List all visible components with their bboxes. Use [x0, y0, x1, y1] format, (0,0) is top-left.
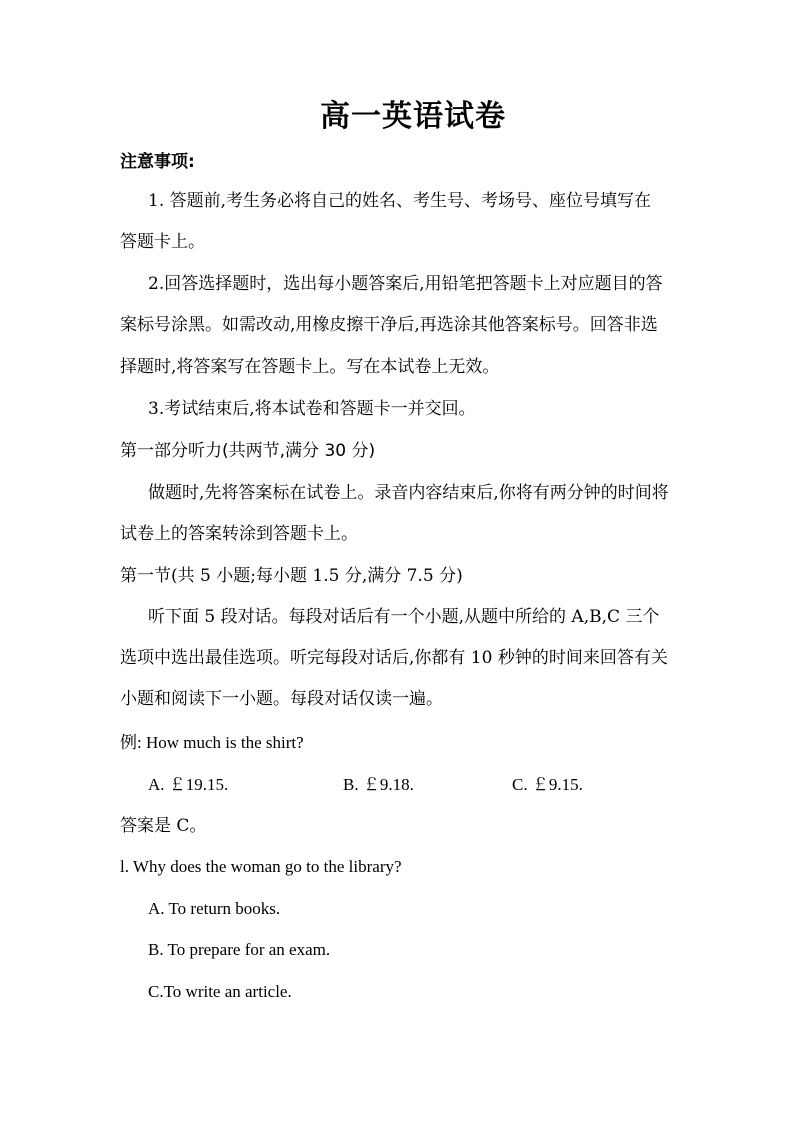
- notice-3: 3.考试结束后,将本试卷和答题卡一并交回。: [148, 399, 476, 419]
- question-1: l. Why does the woman go to the library?: [120, 857, 402, 876]
- example-question: 例: How much is the shirt?: [120, 733, 304, 752]
- example-option-c: C. ￡9.15.: [512, 775, 583, 794]
- notice-heading: 注意事项:: [120, 152, 195, 172]
- section1-instruction-line2: 选项中选出最佳选项。听完每段对话后,你都有 10 秒钟的时间来回答有关: [120, 648, 668, 668]
- notice-2-line3: 择题时,将答案写在答题卡上。写在本试卷上无效。: [120, 357, 500, 377]
- example-option-a: A. ￡19.15.: [148, 775, 229, 794]
- question-1-option-b: B. To prepare for an exam.: [148, 940, 331, 959]
- example-option-b: B. ￡9.18.: [343, 775, 414, 794]
- section1-instruction-line3: 小题和阅读下一小题。每段对话仅读一遍。: [120, 689, 443, 709]
- part1-instruction-line1: 做题时,先将答案标在试卷上。录音内容结束后,你将有两分钟的时间将: [148, 483, 669, 503]
- page-title: 高一英语试卷: [320, 99, 506, 134]
- example-answer: 答案是 C。: [120, 816, 207, 836]
- notice-2-line2: 案标号涂黑。如需改动,用橡皮擦干净后,再选涂其他答案标号。回答非选: [120, 315, 658, 335]
- notice-1-line2: 答题卡上。: [120, 232, 205, 252]
- section1-heading: 第一节(共 5 小题;每小题 1.5 分,满分 7.5 分): [120, 566, 463, 586]
- question-1-option-a: A. To return books.: [148, 899, 281, 918]
- notice-2-line1: 2.回答选择题时，选出每小题答案后,用铅笔把答题卡上对应题目的答: [148, 274, 663, 294]
- part1-heading: 第一部分听力(共两节,满分 30 分): [120, 441, 376, 461]
- part1-instruction-line2: 试卷上的答案转涂到答题卡上。: [120, 524, 358, 544]
- notice-1-line1: 1. 答题前,考生务必将自己的姓名、考生号、考场号、座位号填写在: [148, 191, 652, 211]
- question-1-option-c: C.To write an article.: [148, 982, 292, 1001]
- section1-instruction-line1: 听下面 5 段对话。每段对话后有一个小题,从题中所给的 A,B,C 三个: [148, 607, 660, 627]
